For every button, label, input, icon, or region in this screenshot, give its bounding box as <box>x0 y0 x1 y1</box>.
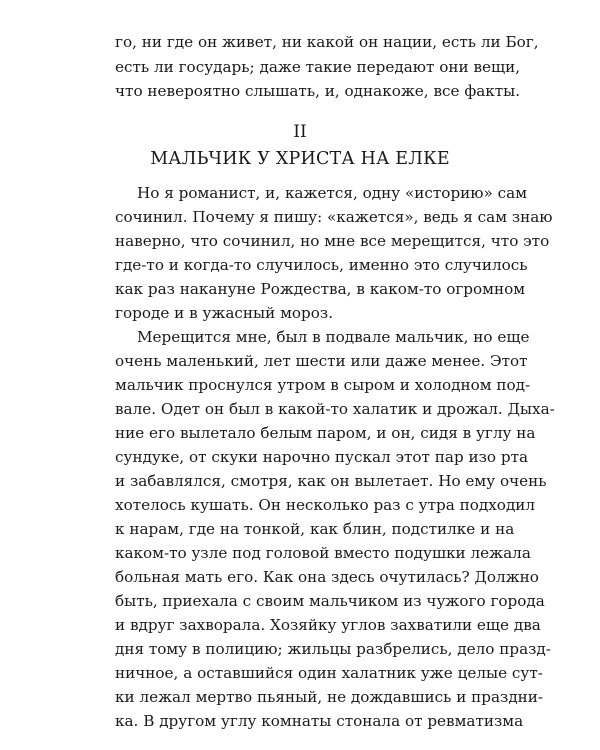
text-line: быть, приехала с своим мальчиком из чужого города <box>115 592 545 610</box>
text-line: ничное, а оставшийся один халатник уже целые сут- <box>115 664 543 682</box>
text-line: наверно, что сочинил, но мне все мерещится, что это <box>115 232 550 250</box>
text-line: к нарам, где на тонкой, как блин, подстилке и на <box>115 520 515 538</box>
text-line: хотелось кушать. Он несколько раз с утра подходил <box>115 496 536 514</box>
text-line: есть ли государь; даже такие передают они вещи, <box>115 58 521 76</box>
text-line: каком-то узле под головой вместо подушки лежала <box>115 544 531 562</box>
text-line: что невероятно слышать, и, однакоже, все факты. <box>115 82 521 100</box>
text-line: ки лежал мертво пьяный, не дождавшись и праздни- <box>115 688 544 706</box>
text-line: мальчик проснулся утром в сыром и холодном под- <box>115 376 531 394</box>
text-line: где-то и когда-то случилось, именно это случилось <box>115 256 528 274</box>
text-line: го, ни где он живет, ни какой он нации, есть ли Бог, <box>115 33 539 51</box>
text-line: очень маленький, лет шести или даже менее. Этот <box>115 352 528 370</box>
text-line: больная мать его. Как она здесь очутилась? Должно <box>115 568 539 586</box>
text-line: сундуке, от скуки нарочно пускал этот пар изо рта <box>115 448 529 466</box>
text-line: Мерещится мне, был в подвале мальчик, но еще <box>137 328 530 346</box>
text-line: ние его вылетало белым паром, и он, сидя в углу на <box>115 424 536 442</box>
text-line: ка. В другом углу комнаты стонала от ревматизма <box>115 712 524 730</box>
chapter-number: II <box>293 122 307 142</box>
chapter-title: МАЛЬЧИК У ХРИСТА НА ЕЛКЕ <box>150 149 450 169</box>
text-line: дня тому в полицию; жильцы разбрелись, дело празд- <box>115 640 551 658</box>
text-line: вале. Одет он был в какой-то халатик и дрожал. Дыха- <box>115 400 555 418</box>
text-line: и забавлялся, смотря, как он вылетает. Но ему очень <box>115 472 547 490</box>
text-line: Но я романист, и, кажется, одну «историю» сам <box>137 184 528 202</box>
text-line: как раз накануне Рождества, в каком-то огромном <box>115 280 526 298</box>
text-line: и вдруг захворала. Хозяйку углов захватили еще два <box>115 616 541 634</box>
text-line: сочинил. Почему я пишу: «кажется», ведь я сам знаю <box>115 208 553 226</box>
text-line: городе и в ужасный мороз. <box>115 304 334 322</box>
